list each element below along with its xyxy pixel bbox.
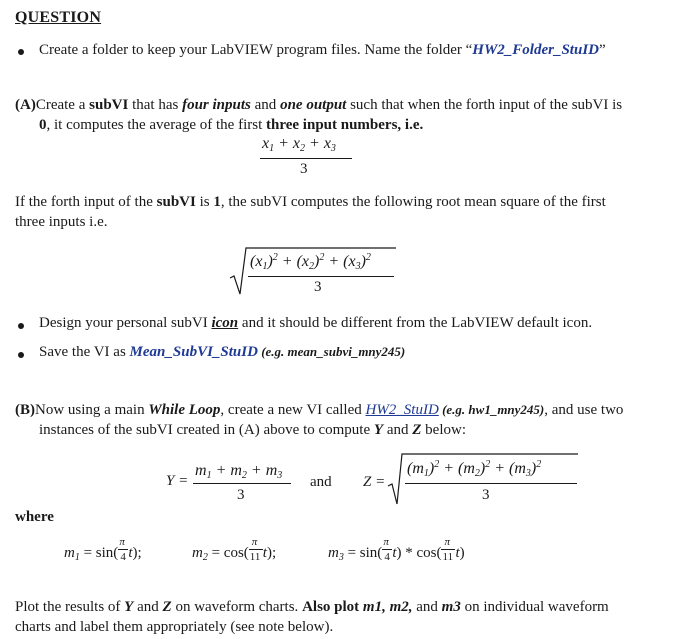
part-b-intro bbox=[15, 400, 690, 440]
pi-symbol: π bbox=[119, 535, 125, 548]
t-variable: t bbox=[262, 545, 267, 561]
pi-symbol: π bbox=[444, 535, 450, 548]
plot-z: Z bbox=[162, 599, 172, 615]
part-a-zero: 0 bbox=[39, 117, 47, 133]
bullet-dot bbox=[18, 323, 24, 329]
rms-fraction-bar bbox=[248, 276, 394, 277]
subvi-example-name: (e.g. mean_subvi_mny245) bbox=[257, 344, 406, 359]
m1-equation bbox=[64, 535, 142, 563]
four-denominator: 4 bbox=[384, 550, 390, 563]
z-denominator: 3 bbox=[482, 487, 490, 503]
m1-sin: = sin( bbox=[79, 545, 119, 561]
bullet-save-instruction bbox=[39, 344, 405, 361]
part-b-text: below: bbox=[421, 422, 466, 438]
four-denominator: 4 bbox=[120, 550, 126, 563]
rms-text: , the subVI computes the following root mean square of the first bbox=[220, 194, 606, 210]
part-b-text: , and use two bbox=[544, 402, 624, 418]
bullet-folder-instruction bbox=[39, 42, 606, 59]
part-a-intro bbox=[15, 95, 690, 135]
rms-text: is bbox=[195, 194, 214, 210]
y-label: Y = bbox=[166, 473, 189, 489]
part-b-label: (B) bbox=[15, 402, 35, 418]
main-vi-example: (e.g. hw1_mny245) bbox=[438, 402, 545, 417]
part-a-text: and bbox=[250, 97, 281, 113]
part-a-text: that has bbox=[128, 97, 183, 113]
m1-symbol: m bbox=[64, 545, 75, 561]
where-label: where bbox=[15, 509, 54, 525]
m3-cos: ) * cos( bbox=[396, 545, 442, 561]
pi-fraction-bar bbox=[441, 549, 455, 550]
m2-close: ); bbox=[266, 545, 277, 561]
while-loop: While Loop bbox=[148, 402, 221, 418]
average-denominator: 3 bbox=[300, 161, 308, 177]
plot-m3: m3 bbox=[441, 599, 461, 615]
average-numerator: $x_1 + x_2 + x_3$ bbox=[262, 135, 336, 154]
icon-text: Design your personal subVI bbox=[39, 315, 212, 331]
main-vi-name: HW2_StuID bbox=[365, 402, 439, 418]
part-a-three-inputs: three input numbers, i.e. bbox=[266, 117, 424, 133]
m2-symbol: m bbox=[192, 545, 203, 561]
plot-text: Plot the results of bbox=[15, 599, 125, 615]
icon-word: icon bbox=[211, 315, 239, 331]
plot-text: on individual waveform bbox=[460, 599, 609, 615]
pi-fraction-bar bbox=[118, 549, 128, 550]
plot-m1-m2: m1, m2, bbox=[362, 599, 413, 615]
m2-equation bbox=[192, 535, 277, 563]
question-heading: QUESTION bbox=[15, 9, 102, 26]
plot-instruction bbox=[15, 597, 690, 637]
bullet-dot bbox=[18, 352, 24, 358]
icon-text: and it should be different from the LabVIEW default icon. bbox=[238, 315, 593, 331]
part-b-text: instances of the subVI created in (A) above to compute bbox=[39, 422, 374, 438]
m3-close: ) bbox=[459, 545, 465, 561]
plot-text-line2: charts and label them appropriately (see note below). bbox=[15, 619, 334, 635]
plot-text: and bbox=[133, 599, 163, 615]
m3-subscript: 3 bbox=[338, 552, 344, 563]
var-y: Y bbox=[373, 422, 384, 438]
average-fraction-bar bbox=[260, 158, 352, 159]
part-a-four-inputs: four inputs bbox=[182, 97, 251, 113]
bullet-icon-instruction bbox=[39, 315, 592, 332]
t-variable: t bbox=[392, 545, 397, 561]
subvi-file-name: Mean_SubVI_StuID bbox=[129, 344, 258, 360]
part-a-subvi: subVI bbox=[89, 97, 129, 113]
bullet-dot bbox=[18, 49, 24, 55]
z-label: Z = bbox=[363, 474, 386, 490]
part-a-text: , it computes the average of the first bbox=[46, 117, 267, 133]
plot-text: on waveform charts. bbox=[171, 599, 303, 615]
rms-text-line2: three inputs i.e. bbox=[15, 214, 108, 230]
pi-symbol: π bbox=[383, 535, 389, 548]
part-a-label: (A) bbox=[15, 97, 36, 113]
rms-subvi: subVI bbox=[156, 194, 196, 210]
part-a-text: Create a bbox=[35, 97, 90, 113]
save-text: Save the VI as bbox=[39, 344, 130, 360]
m2-subscript: 2 bbox=[202, 552, 208, 563]
m1-subscript: 1 bbox=[74, 552, 80, 563]
z-fraction-bar bbox=[405, 483, 577, 484]
rms-one: 1 bbox=[213, 194, 221, 210]
z-numerator: $(m_1)^2 + (m_2)^2 + (m_3)^2$ bbox=[407, 459, 542, 479]
pi-symbol: π bbox=[251, 535, 258, 548]
eleven-denominator: 11 bbox=[249, 550, 261, 563]
part-b-text: and bbox=[383, 422, 413, 438]
bullet-folder-text: Create a folder to keep your LabVIEW program files. Name the folder “ bbox=[39, 42, 473, 58]
m1-close: ); bbox=[132, 545, 142, 561]
m3-sin: = sin( bbox=[343, 545, 383, 561]
part-a-one-output: one output bbox=[280, 97, 347, 113]
plot-y: Y bbox=[124, 599, 134, 615]
m2-cos: = cos( bbox=[207, 545, 249, 561]
pi-fraction-bar bbox=[382, 549, 392, 550]
var-z: Z bbox=[412, 422, 422, 438]
m3-equation bbox=[328, 535, 465, 563]
part-a-text: such that when the forth input of the subVI is bbox=[346, 97, 623, 113]
plot-text: and bbox=[412, 599, 442, 615]
and-word: and bbox=[310, 474, 332, 490]
rms-numerator: $(x_1)^2 + (x_2)^2 + (x_3)^2$ bbox=[250, 252, 371, 272]
y-denominator: 3 bbox=[237, 487, 245, 503]
rms-denominator: 3 bbox=[314, 279, 322, 295]
part-b-text: Now using a main bbox=[35, 402, 149, 418]
part-a-rms-intro bbox=[15, 192, 690, 232]
t-variable: t bbox=[128, 545, 133, 561]
y-numerator: $m_1 + m_2 + m_3$ bbox=[195, 462, 283, 481]
t-variable: t bbox=[455, 545, 460, 561]
plot-also: Also plot bbox=[302, 599, 363, 615]
part-b-text: , create a new VI called bbox=[220, 402, 366, 418]
rms-text: If the forth input of the bbox=[15, 194, 157, 210]
eleven-denominator: 11 bbox=[442, 550, 454, 563]
pi-fraction-bar bbox=[249, 549, 263, 550]
quote-close: ” bbox=[599, 42, 606, 58]
y-fraction-bar bbox=[193, 483, 291, 484]
m3-symbol: m bbox=[328, 545, 339, 561]
folder-name: HW2_Folder_StuID bbox=[472, 42, 599, 58]
